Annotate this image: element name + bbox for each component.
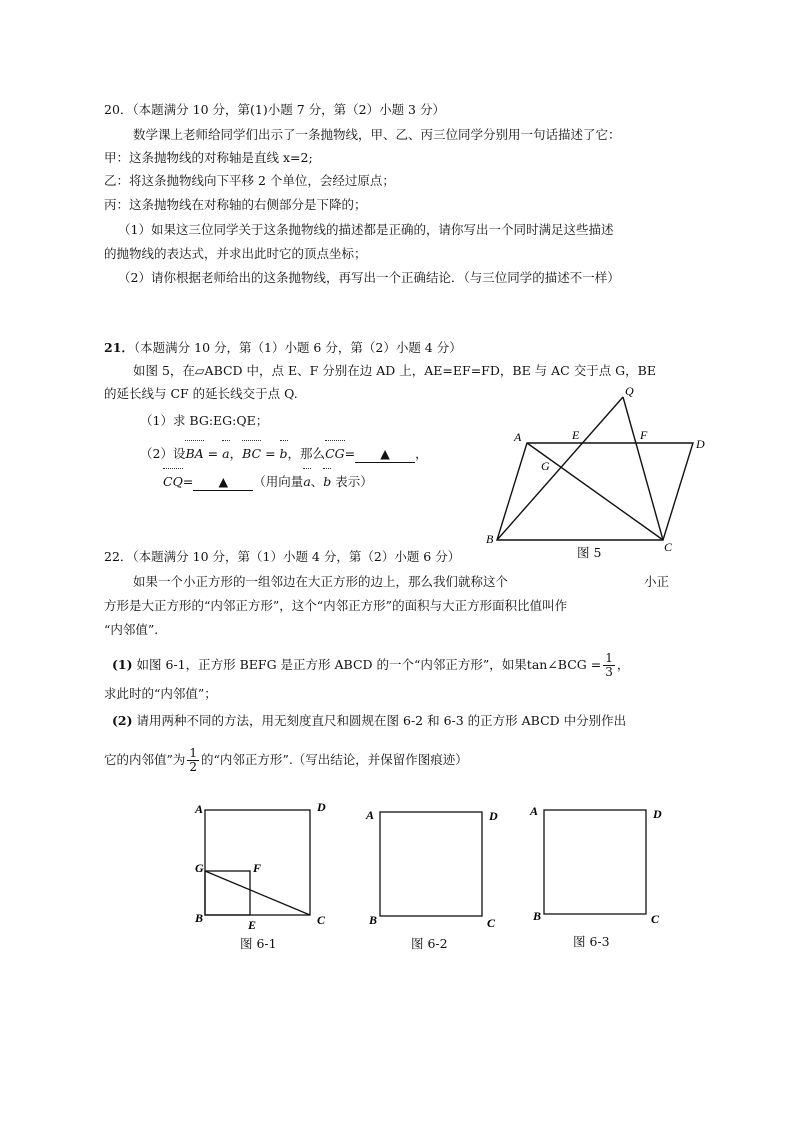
segment-gc <box>205 871 310 915</box>
label-e: E <box>572 428 580 442</box>
tan-numerator: 1 <box>605 651 613 665</box>
comma-1: ， <box>229 446 243 461</box>
figure-6-3-caption: 图 6-3 <box>573 934 610 949</box>
square-befg <box>205 871 250 915</box>
p1-end-comma: ， <box>616 657 630 672</box>
label-d-6-3: D <box>653 807 662 821</box>
q21-part2-line1 <box>140 446 428 463</box>
q20-part2: （2）请你根据老师给出的这条抛物线，再写出一个正确结论．（与三位同学的描述不一样） <box>118 270 620 285</box>
half-denominator: 2 <box>189 760 198 774</box>
q22-part1-text: 如图 6-1，正方形 BEFG 是正方形 ABCD 的一个“内邻正方形”，如果 <box>136 657 527 672</box>
figure-5-caption: 图 5 <box>577 545 602 560</box>
label-c-6-2: C <box>487 916 496 930</box>
and-sep: 、 <box>310 474 324 489</box>
q22-part2-line2 <box>104 747 468 774</box>
label-d: D <box>696 437 705 451</box>
label-b-6-3: B <box>533 909 542 923</box>
q21-line1: 如图 5，在▱ABCD 中，点 E、F 分别在边 AD 上，AE=EF=FD，BE 与 AC 交于点 G，BE <box>133 363 656 378</box>
equals-2: = <box>265 446 276 461</box>
triangle-mark-icon: ▲ <box>218 474 229 489</box>
equals-4: = <box>182 474 194 489</box>
comma-2: ， <box>415 446 428 461</box>
square-abcd-6-3 <box>544 810 646 914</box>
vector-a-2: a <box>303 474 311 489</box>
label-c: C <box>664 540 673 554</box>
vector-bc: BC <box>242 446 262 461</box>
label-a: A <box>514 430 522 444</box>
q22-def-line1-end: 小正 <box>644 574 670 589</box>
q22-def-line1: 如果一个小正方形的一组邻边在大正方形的边上，那么我们就称这个 <box>133 574 509 589</box>
label-g-6-1: G <box>195 861 204 875</box>
answer-blank-cg[interactable] <box>355 446 415 463</box>
label-d-6-2: D <box>489 809 498 823</box>
q21-part1: （1）求 BG:EG:QE； <box>140 413 269 428</box>
vector-ba: BA <box>185 446 204 461</box>
figure-6-2 <box>360 800 510 940</box>
vector-b-2: b <box>323 474 332 489</box>
q22-header: 22．（本题满分 10 分，第（1）小题 4 分，第（2）小题 6 分） <box>104 549 461 564</box>
q22-part1-number: (1) <box>112 657 133 672</box>
answer-blank-cq[interactable] <box>193 474 253 491</box>
q22-def-line2: 方形是大正方形的“内邻正方形”，这个“内邻正方形”的面积与大正方形面积比值叫作 <box>104 598 568 613</box>
label-e-6-1: E <box>248 918 257 932</box>
q22-part2-line1 <box>112 713 626 729</box>
label-b-6-2: B <box>369 913 378 927</box>
q21-part2-line2 <box>163 474 373 491</box>
q21-line2: 的延长线与 CF 的延长线交于点 Q. <box>104 386 298 401</box>
q22-part2-text: 请用两种不同的方法，用无刻度直尺和圆规在图 6-2 和 6-3 的正方形 ABCD 中分别作出 <box>136 713 627 728</box>
half-numerator: 1 <box>189 746 198 760</box>
p2-suffix: 的“内邻正方形”.（写出结论，并保留作图痕迹） <box>201 752 468 767</box>
express-text: 表示） <box>335 474 373 489</box>
q20-part1-line2: 的抛物线的表达式，并求出此时它的顶点坐标； <box>104 246 367 261</box>
q21-header-rest: （本题满分 10 分，第（1）小题 6 分，第（2）小题 4 分） <box>133 340 462 355</box>
label-a-6-2: A <box>366 808 375 822</box>
fraction-one-third <box>603 652 615 679</box>
figure-6-1-caption: 图 6-1 <box>240 936 277 951</box>
figure-6-3 <box>525 800 675 940</box>
q20-bing: 丙：这条抛物线在对称轴的右侧部分是下降的； <box>104 197 367 212</box>
vector-a: a <box>222 446 230 461</box>
diagonal-ac <box>527 443 663 540</box>
label-f-6-1: F <box>253 861 262 875</box>
figure-6-1 <box>190 800 340 940</box>
label-f: F <box>640 428 648 442</box>
equals-1: = <box>207 446 219 461</box>
figure-5 <box>480 380 720 560</box>
q21-part2-prefix: （2）设 <box>140 446 186 461</box>
q20-part1-line1: （1）如果这三位同学关于这条抛物线的描述都是正确的，请你写出一个同时满足这些描述 <box>118 222 614 237</box>
label-a-6-1: A <box>195 802 204 816</box>
q22-def-line3: “内邻值”. <box>104 622 159 637</box>
label-a-6-3: A <box>530 804 539 818</box>
tan-denominator: 3 <box>605 665 613 679</box>
triangle-mark-icon: ▲ <box>380 446 390 461</box>
q20-intro: 数学课上老师给同学们出示了一条抛物线，甲、乙、丙三位同学分别用一句话描述了它： <box>133 127 621 142</box>
p2-prefix: 它的内邻值”为 <box>104 752 186 767</box>
vector-b: b <box>279 446 288 461</box>
q20-header: 20．（本题满分 10 分，第(1)小题 7 分，第（2）小题 3 分） <box>104 102 445 117</box>
tan-expression: tan∠BCG = <box>526 657 602 672</box>
label-b-6-1: B <box>195 911 204 925</box>
label-b: B <box>486 532 494 546</box>
q20-jia: 甲：这条抛物线的对称轴是直线 x=2; <box>104 150 313 165</box>
label-g: G <box>541 459 550 473</box>
square-abcd-6-2 <box>380 812 482 916</box>
vector-note: （用向量 <box>253 474 304 489</box>
q21-header <box>104 340 462 356</box>
equals-3: = <box>344 446 356 461</box>
q21-number: 21． <box>104 340 134 355</box>
then-text: ，那么 <box>287 446 326 461</box>
fraction-one-half <box>187 747 199 774</box>
q20-yi: 乙：将这条抛物线向下平移 2 个单位，会经过原点； <box>104 173 395 188</box>
figure-6-2-caption: 图 6-2 <box>411 936 448 951</box>
vector-cq: CQ <box>163 474 183 489</box>
label-c-6-3: C <box>651 912 660 926</box>
q22-part1-line1 <box>112 652 629 679</box>
vector-cg: CG <box>325 446 345 461</box>
q22-part1-line2: 求此时的“内邻值”； <box>104 686 217 701</box>
label-c-6-1: C <box>317 913 326 927</box>
label-q: Q <box>625 384 634 398</box>
q22-part2-number: (2) <box>112 713 133 728</box>
segment-bq <box>497 397 623 540</box>
label-d-6-1: D <box>317 800 326 814</box>
segment-cq <box>623 397 663 540</box>
